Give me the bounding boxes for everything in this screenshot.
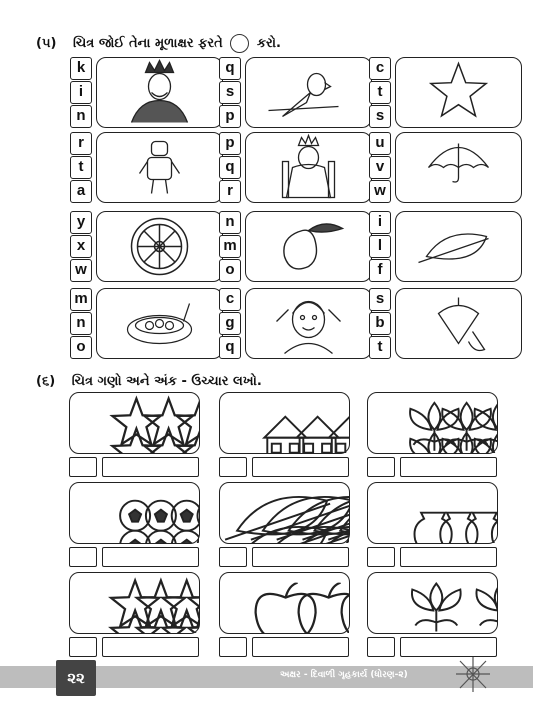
letter-option[interactable]: c: [369, 57, 391, 80]
word-answer-box[interactable]: [102, 547, 199, 567]
letter-option[interactable]: r: [70, 132, 92, 155]
mango-icon: [245, 211, 372, 282]
number-answer-box[interactable]: [367, 637, 395, 657]
count-card: [69, 572, 200, 657]
letter-options: [70, 211, 92, 282]
letter-option[interactable]: f: [369, 259, 391, 282]
letter-option[interactable]: a: [70, 180, 92, 203]
leaf-icon: [395, 211, 522, 282]
letter-option[interactable]: s: [369, 105, 391, 128]
number-answer-box[interactable]: [219, 457, 247, 477]
letter-option[interactable]: y: [70, 211, 92, 234]
number-answer-box[interactable]: [69, 637, 97, 657]
section5-title: [36, 34, 281, 53]
section6-title: [36, 374, 262, 389]
count-card: [69, 392, 200, 477]
answer-row: [219, 637, 350, 657]
count-card: [367, 482, 498, 567]
letter-card: [219, 288, 372, 359]
letter-card: [70, 57, 223, 128]
letter-card: [70, 288, 223, 359]
umbrella-icon: [395, 132, 522, 203]
letter-card: [219, 211, 372, 282]
count-card: [69, 482, 200, 567]
number-answer-box[interactable]: [367, 547, 395, 567]
answer-row: [219, 547, 350, 567]
letter-options: [70, 57, 92, 128]
robot-icon: [96, 132, 223, 203]
count-card: [219, 392, 350, 477]
letter-options: [369, 57, 391, 128]
section5-instruction-end: કરો.: [256, 36, 281, 51]
letter-card: [70, 211, 223, 282]
pot-icon-group: [367, 482, 498, 544]
king-icon: [96, 57, 223, 128]
letter-option[interactable]: s: [369, 288, 391, 311]
letter-options: [369, 211, 391, 282]
answer-row: [367, 547, 498, 567]
count-card: [219, 572, 350, 657]
word-answer-box[interactable]: [400, 547, 497, 567]
letter-card: [70, 132, 223, 203]
letter-card: [369, 132, 522, 203]
letter-option[interactable]: t: [369, 81, 391, 104]
letter-options: [219, 211, 241, 282]
footer-text: અક્ષર - દિવાળી ગૃહકાર્ય (ધોરણ-૨): [280, 670, 408, 680]
letter-option[interactable]: n: [219, 211, 241, 234]
letter-card: [219, 57, 372, 128]
letter-option[interactable]: i: [70, 81, 92, 104]
letter-option[interactable]: n: [70, 312, 92, 335]
section6-instruction: ચિત્ર ગણો અને અંક - ઉચ્ચાર લખો.: [71, 374, 262, 389]
letter-option[interactable]: u: [369, 132, 391, 155]
star-icon: [395, 57, 522, 128]
letter-option[interactable]: q: [219, 57, 241, 80]
letter-option[interactable]: w: [70, 259, 92, 282]
word-answer-box[interactable]: [252, 637, 349, 657]
letter-option[interactable]: g: [219, 312, 241, 335]
section6-number: (૬): [36, 374, 56, 389]
wheel-icon: [96, 211, 223, 282]
letter-option[interactable]: l: [369, 235, 391, 258]
letter-option[interactable]: c: [219, 288, 241, 311]
word-answer-box[interactable]: [102, 457, 199, 477]
letter-card: [369, 288, 522, 359]
letter-option[interactable]: s: [219, 81, 241, 104]
answer-row: [69, 637, 200, 657]
sparkle-decoration-icon: [448, 652, 498, 697]
count-card: [219, 482, 350, 567]
letter-option[interactable]: t: [70, 156, 92, 179]
answer-row: [69, 547, 200, 567]
letter-card: [219, 132, 372, 203]
letter-options: [369, 132, 391, 203]
letter-options: [70, 288, 92, 359]
number-answer-box[interactable]: [69, 457, 97, 477]
star-icon-group: [69, 572, 200, 634]
number-answer-box[interactable]: [219, 637, 247, 657]
letter-option[interactable]: b: [369, 312, 391, 335]
answer-row: [69, 457, 200, 477]
word-answer-box[interactable]: [252, 547, 349, 567]
answer-row: [219, 457, 350, 477]
house-icon-group: [219, 392, 350, 454]
letter-option[interactable]: p: [219, 132, 241, 155]
letter-option[interactable]: w: [369, 180, 391, 203]
letter-option[interactable]: q: [219, 156, 241, 179]
letter-option[interactable]: k: [70, 57, 92, 80]
section5-instruction: ચિત્ર જોઈ તેના મૂળાક્ષર ફરતે: [72, 36, 223, 51]
lotus-icon-group: [367, 572, 498, 634]
number-answer-box[interactable]: [69, 547, 97, 567]
nest-icon: [96, 288, 223, 359]
letter-option[interactable]: m: [70, 288, 92, 311]
letter-option[interactable]: r: [219, 180, 241, 203]
lotus-icon-group: [367, 392, 498, 454]
letter-option[interactable]: p: [219, 105, 241, 128]
letter-option[interactable]: i: [369, 211, 391, 234]
top-icon: [395, 288, 522, 359]
letter-option[interactable]: q: [219, 336, 241, 359]
letter-options: [70, 132, 92, 203]
ball-icon-group: [69, 482, 200, 544]
letter-option[interactable]: v: [369, 156, 391, 179]
number-answer-box[interactable]: [219, 547, 247, 567]
letter-card: [369, 211, 522, 282]
letter-options: [219, 57, 241, 128]
leaf-icon-group: [219, 482, 350, 544]
star-icon-group: [69, 392, 200, 454]
page-number: ૨૨: [56, 660, 96, 696]
word-answer-box[interactable]: [252, 457, 349, 477]
girl-icon: [245, 288, 372, 359]
queen-icon: [245, 132, 372, 203]
letter-option[interactable]: o: [219, 259, 241, 282]
letter-card: [369, 57, 522, 128]
number-answer-box[interactable]: [367, 457, 395, 477]
letter-options: [219, 132, 241, 203]
answer-row: [367, 457, 498, 477]
letter-option[interactable]: o: [70, 336, 92, 359]
letter-option[interactable]: t: [369, 336, 391, 359]
circle-icon: [230, 34, 249, 53]
letter-option[interactable]: n: [70, 105, 92, 128]
count-card: [367, 572, 498, 657]
word-answer-box[interactable]: [400, 457, 497, 477]
section5-number: (૫): [36, 36, 57, 51]
parrot-icon: [245, 57, 372, 128]
word-answer-box[interactable]: [102, 637, 199, 657]
count-card: [367, 392, 498, 477]
apple-icon-group: [219, 572, 350, 634]
letter-options: [219, 288, 241, 359]
letter-option[interactable]: m: [219, 235, 241, 258]
letter-options: [369, 288, 391, 359]
letter-option[interactable]: x: [70, 235, 92, 258]
